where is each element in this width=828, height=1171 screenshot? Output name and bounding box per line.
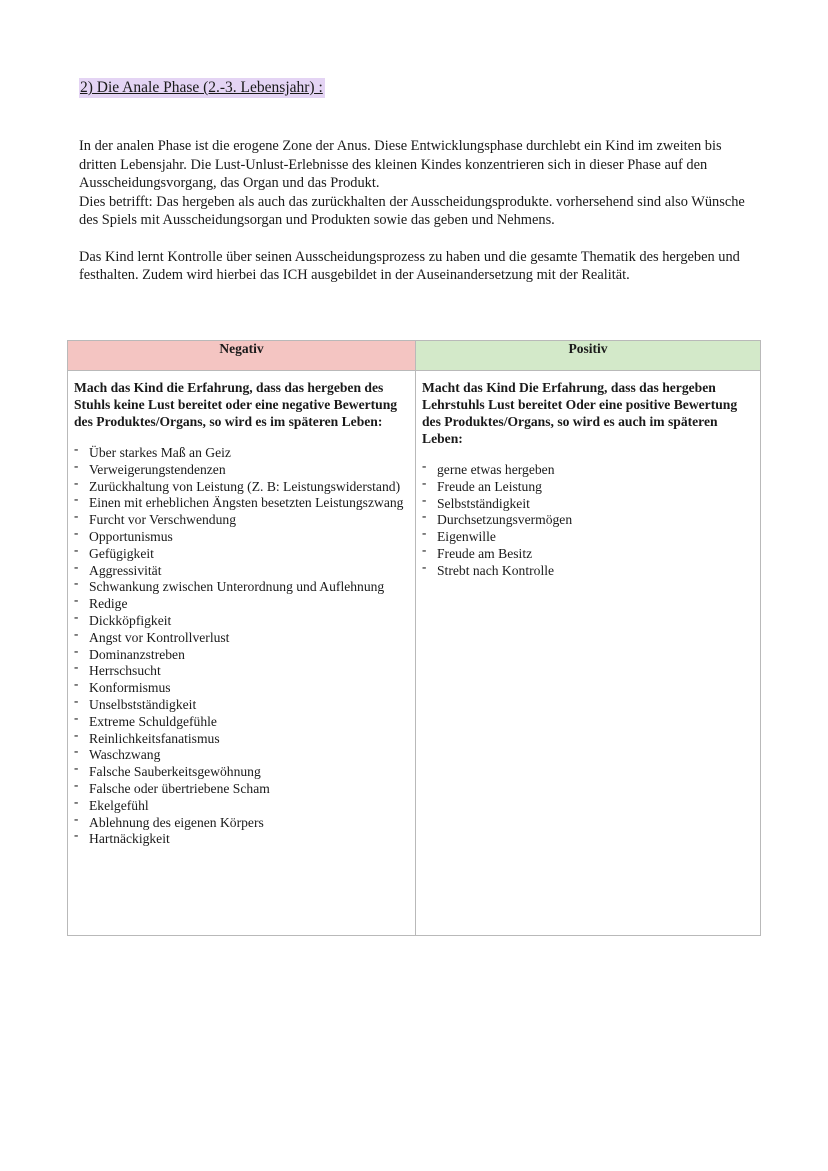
positive-list-item: - Freude an Leistung [422,479,754,496]
negative-list-item: - Dickköpfigkeit [74,613,409,630]
intro-text [79,137,749,285]
negative-list-item: - Aggressivität [74,563,409,580]
intro-paragraph-2: Dies betrifft: Das hergeben als auch das zurückhalten der Ausscheidungsprodukte. vorhersehend sind also Wünsche des Spiels mit Ausscheidungsorgan und Produkten sowie das geben und Nehmens. [79,193,745,228]
positive-list-item: - gerne etwas hergeben [422,462,754,479]
negative-list-item: - Gefügigkeit [74,546,409,563]
positive-list-item: - Selbstständigkeit [422,496,754,513]
positive-list-item: - Eigenwille [422,529,754,546]
negative-column-header: Negativ [68,341,416,371]
negative-list-item: - Waschzwang [74,747,409,764]
positive-list-item: - Strebt nach Kontrolle [422,563,754,580]
negative-list-item: - Hartnäckigkeit [74,831,409,848]
comparison-table [67,340,761,936]
negative-cell [68,371,416,936]
negative-list-item: - Falsche Sauberkeitsgewöhnung [74,764,409,781]
positive-list-item: - Durchsetzungsvermögen [422,512,754,529]
negative-list-item: - Extreme Schuldgefühle [74,714,409,731]
negative-list-item: - Dominanzstreben [74,647,409,664]
intro-paragraph-1: In der analen Phase ist die erogene Zone der Anus. Diese Entwicklungsphase durchlebt ein Kind im zweiten bis dritten Lebensjahr. Die Lust-Unlust-Erlebnisse des kleinen Kindes konzentrieren sich in dieser Phase auf den Ausscheidungsvorgang, das Organ und das Produkt. [79,138,722,191]
negative-list-item: - Herrschsucht [74,663,409,680]
negative-list-item: - Konformismus [74,680,409,697]
positive-list-item: - Freude am Besitz [422,546,754,563]
positive-list [422,462,754,580]
negative-list-item: - Einen mit erheblichen Ängsten besetzten Leistungszwang [74,495,409,512]
negative-list-item: - Furcht vor Verschwendung [74,512,409,529]
positive-column-header: Positiv [416,341,761,371]
negative-list-item: - Opportunismus [74,529,409,546]
negative-list-item: - Angst vor Kontrollverlust [74,630,409,647]
intro-paragraph-3: Das Kind lernt Kontrolle über seinen Ausscheidungsprozess zu haben und die gesamte Thematik des hergeben und festhalten. Zudem wird hierbei das ICH ausgebildet in der Auseinandersetzung mit der Realität. [79,248,740,283]
section-heading: 2) Die Anale Phase (2.-3. Lebensjahr) : [80,79,323,96]
negative-list-item: - Unselbstständigkeit [74,697,409,714]
negative-list-item: - Falsche oder übertriebene Scham [74,781,409,798]
negative-list-item: - Redige [74,596,409,613]
negative-list-item: - Reinlichkeitsfanatismus [74,731,409,748]
negative-list-item: - Über starkes Maß an Geiz [74,445,409,462]
negative-lead: Mach das Kind die Erfahrung, dass das hergeben des Stuhls keine Lust bereitet oder eine negative Bewertung des Produktes/Organs, so wird es im späteren Leben: [74,380,398,429]
positive-lead: Macht das Kind Die Erfahrung, dass das hergeben Lehrstuhls Lust bereitet Oder eine positive Bewertung des Produktes/Organs, so wird es auch im späteren Leben: [422,380,738,446]
negative-list-item: - Ablehnung des eigenen Körpers [74,815,409,832]
negative-list-item: - Zurückhaltung von Leistung (Z. B: Leistungswiderstand) [74,479,409,496]
negative-list [74,445,409,848]
negative-list-item: - Schwankung zwischen Unterordnung und Auflehnung [74,579,409,596]
negative-list-item: - Verweigerungstendenzen [74,462,409,479]
negative-list-item: - Ekelgefühl [74,798,409,815]
positive-cell [416,371,761,936]
